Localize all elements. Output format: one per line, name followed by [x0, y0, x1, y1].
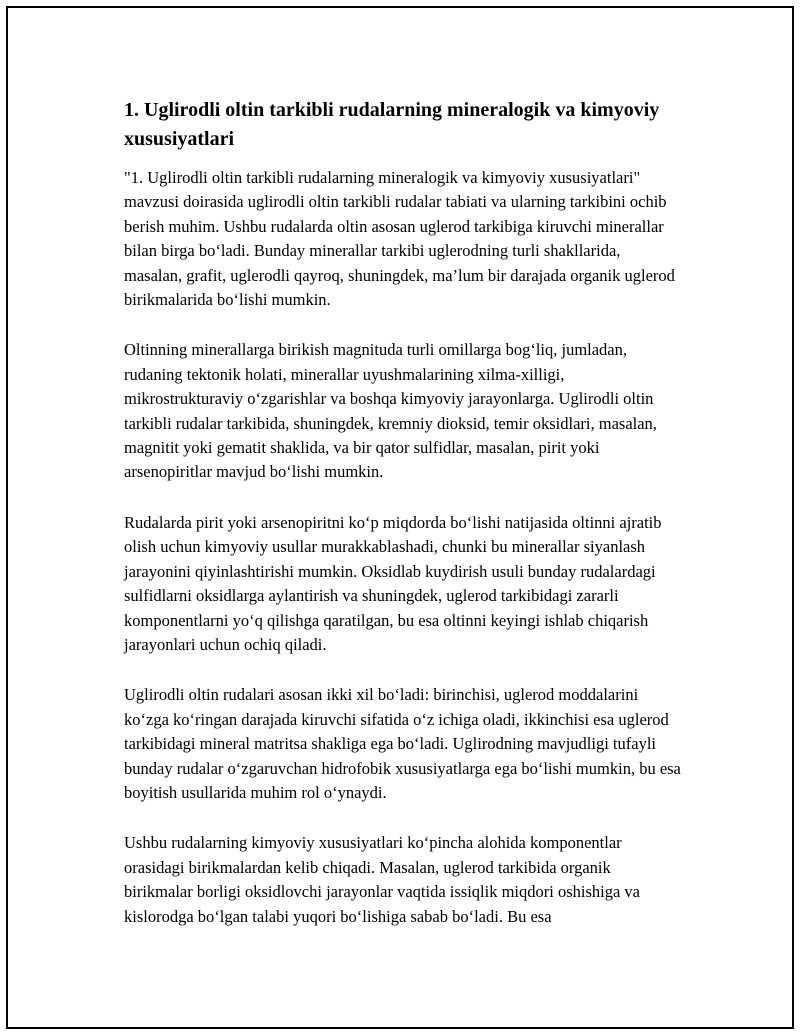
section-heading: 1. Uglirodli oltin tarkibli rudalarning mineralogik va kimyoviy xususiyatlari	[124, 99, 660, 150]
page-border-frame	[6, 6, 794, 1029]
paragraph-5: Ushbu rudalarning kimyoviy xususiyatlari ko‘pincha alohida komponentlar orasidagi birikmalardan kelib chiqadi. Masalan, uglerod tarkibida organik birikmalar borligi oksidlovchi jarayonlar vaqtida issiqlik miqdori oshishiga va kislorodga bo‘lgan talabi yuqori bo‘lishiga sabab bo‘ladi. Bu esa	[124, 833, 640, 926]
paragraph-3: Rudalarda pirit yoki arsenopiritni ko‘p miqdorda bo‘lishi natijasida oltinni ajratib olish uchun kimyoviy usullar murakkablashadi, chunki bu minerallar siyanlash jarayonini qiyinlashtirishi mumkin. Oksidlab kuydirish usuli bunday rudalardagi sulfidlarni oksidlarga aylantirish va shuningdek, uglerod tarkibidagi zararli komponentlarni yo‘q qilishga qaratilgan, bu esa oltinni keyingi ishlab chiqarish jarayonlari uchun ochiq qiladi.	[124, 512, 662, 654]
paragraph-4: Uglirodli oltin rudalari asosan ikki xil bo‘ladi: birinchisi, uglerod moddalarini ko‘zga ko‘ringan darajada kiruvchi sifatida o‘z ichiga oladi, ikkinchisi esa uglerod tarkibidagi mineral matritsa shakliga ega bo‘ladi. Uglirodning mavjudligi tufayli bunday rudalar o‘zgaruvchan hidrofobik xususiyatlarga ega bo‘lishi mumkin, bu esa boyitish usullarida muhim rol o‘ynaydi.	[124, 685, 681, 802]
paragraph-2: Oltinning minerallarga birikish magnituda turli omillarga bog‘liq, jumladan, rudaning tektonik holati, minerallar uyushmalarining xilma-xilligi, mikrostrukturaviy o‘zgarishlar va boshqa kimyoviy jarayonlarga. Uglirodli oltin tarkibli rudalar tarkibida, shuningdek, kremniy dioksid, temir oksidlari, masalan, magnitit yoki gematit shaklida, va bir qator sulfidlar, masalan, pirit yoki arsenopiritlar mavjud bo‘lishi mumkin.	[124, 340, 657, 482]
paragraph-1: "1. Uglirodli oltin tarkibli rudalarning mineralogik va kimyoviy xususiyatlari" mavzusi doirasida uglirodli oltin tarkibli rudalar tabiati va ularning tarkibini ochib berish muhim. Ushbu rudalarda oltin asosan uglerod tarkibiga kiruvchi minerallar bilan birga bo‘ladi. Bunday minerallar tarkibi uglerodning turli shakllarida, masalan, grafit, uglerodli qayroq, shuningdek, ma’lum bir darajada organik uglerod birikmalarida bo‘lishi mumkin.	[124, 168, 675, 310]
